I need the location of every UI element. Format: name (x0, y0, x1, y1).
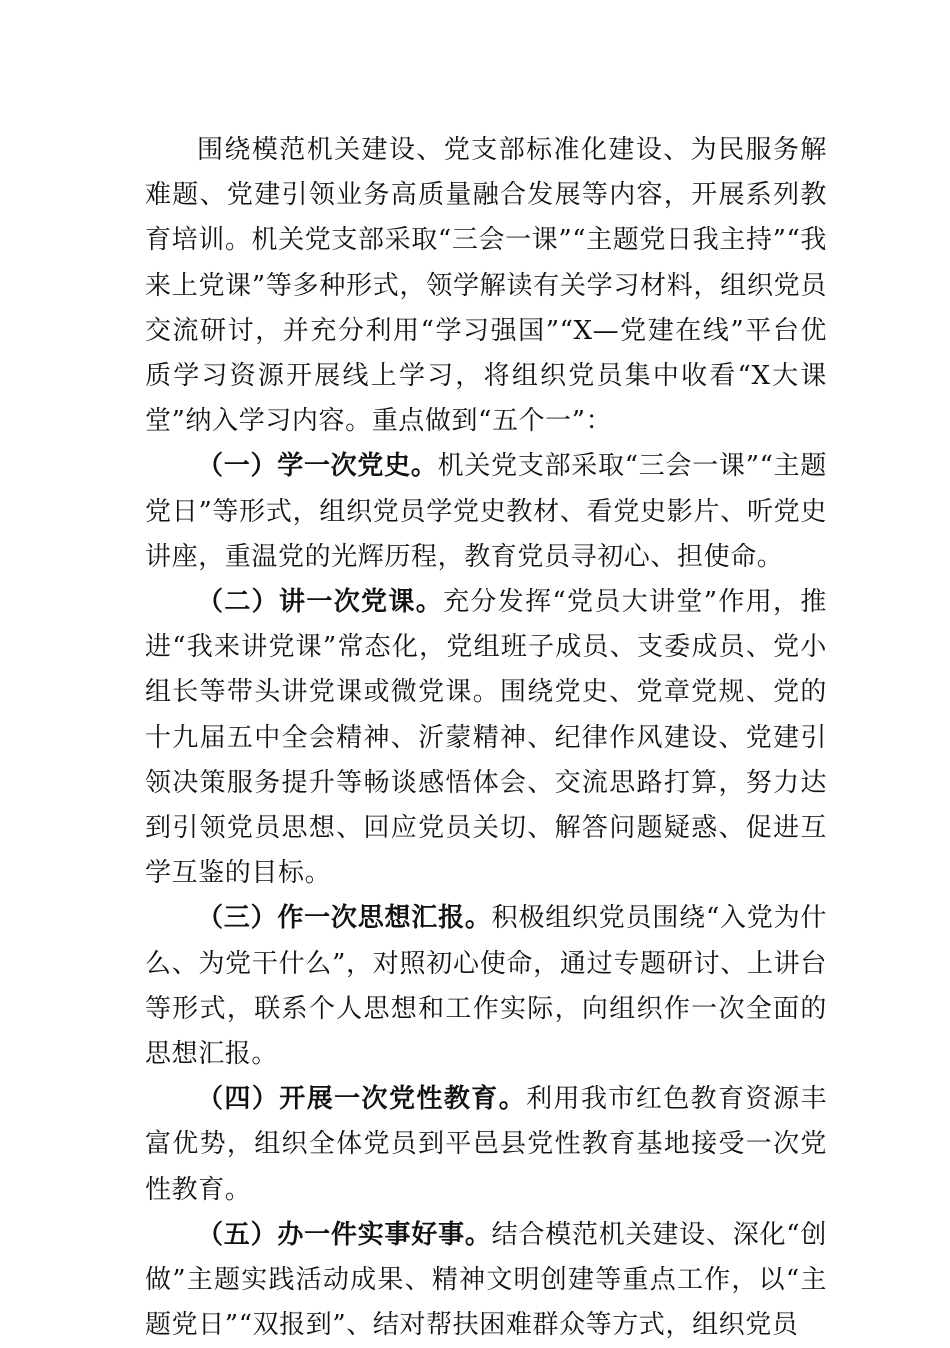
paragraph-item-2 (145, 580, 827, 896)
paragraph-text: 机关党支部采取“三会一课”“主题党日”等形式，组织党员学党史教材、看党史影片、听党史讲座，重温党的光辉历程，教育党员寻初心、担使命。 (145, 451, 827, 572)
paragraph-text: 结合模范机关建设、深化“创做”主题实践活动成果、精神文明创建等重点工作，以“主题党日”“双报到”、结对帮扶困难群众等方式，组织党员 (145, 1219, 827, 1341)
item-heading: （二）讲一次党课。 (197, 587, 444, 618)
item-heading: （五）办一件实事好事。 (197, 1219, 492, 1250)
item-heading: （一）学一次党史。 (197, 451, 438, 482)
paragraph-text: 充分发挥“党员大讲堂”作用，推进“我来讲党课”常态化，党组班子成员、支委成员、党小组长等带头讲党课或微党课。围绕党史、党章党规、党的十九届五中全会精神、沂蒙精神、纪律作风建设、党建引领决策服务提升等畅谈感悟体会、交流思路打算，努力达到引领党员思想、回应党员关切、解答问题疑惑、促进互学互鉴的目标。 (145, 587, 827, 889)
paragraph-intro (145, 128, 827, 444)
paragraph-item-1 (145, 444, 827, 580)
paragraph-item-3 (145, 896, 827, 1077)
paragraph-text: 利用我市红色教育资源丰富优势，组织全体党员到平邑县党性教育基地接受一次党性教育。 (145, 1084, 827, 1205)
item-heading: （三）作一次思想汇报。 (197, 903, 492, 934)
paragraph-text: 积极组织党员围绕“入党为什么、为党干什么”，对照初心使命，通过专题研讨、上讲台等形式，联系个人思想和工作实际，向组织作一次全面的思想汇报。 (145, 903, 827, 1070)
paragraph-item-4 (145, 1077, 827, 1213)
paragraph-item-5 (145, 1213, 827, 1348)
document-body (145, 128, 827, 1348)
paragraph-text: 围绕模范机关建设、党支部标准化建设、为民服务解难题、党建引领业务高质量融合发展等内容，开展系列教育培训。机关党支部采取“三会一课”“主题党日我主持”“我来上党课”等多种形式，领学解读有关学习材料，组织党员交流研讨，并充分利用“学习强国”“X—党建在线”平台优质学习资源开展线上学习，将组织党员集中收看“X大课堂”纳入学习内容。重点做到“五个一”： (145, 135, 827, 437)
item-heading: （四）开展一次党性教育。 (197, 1084, 527, 1115)
